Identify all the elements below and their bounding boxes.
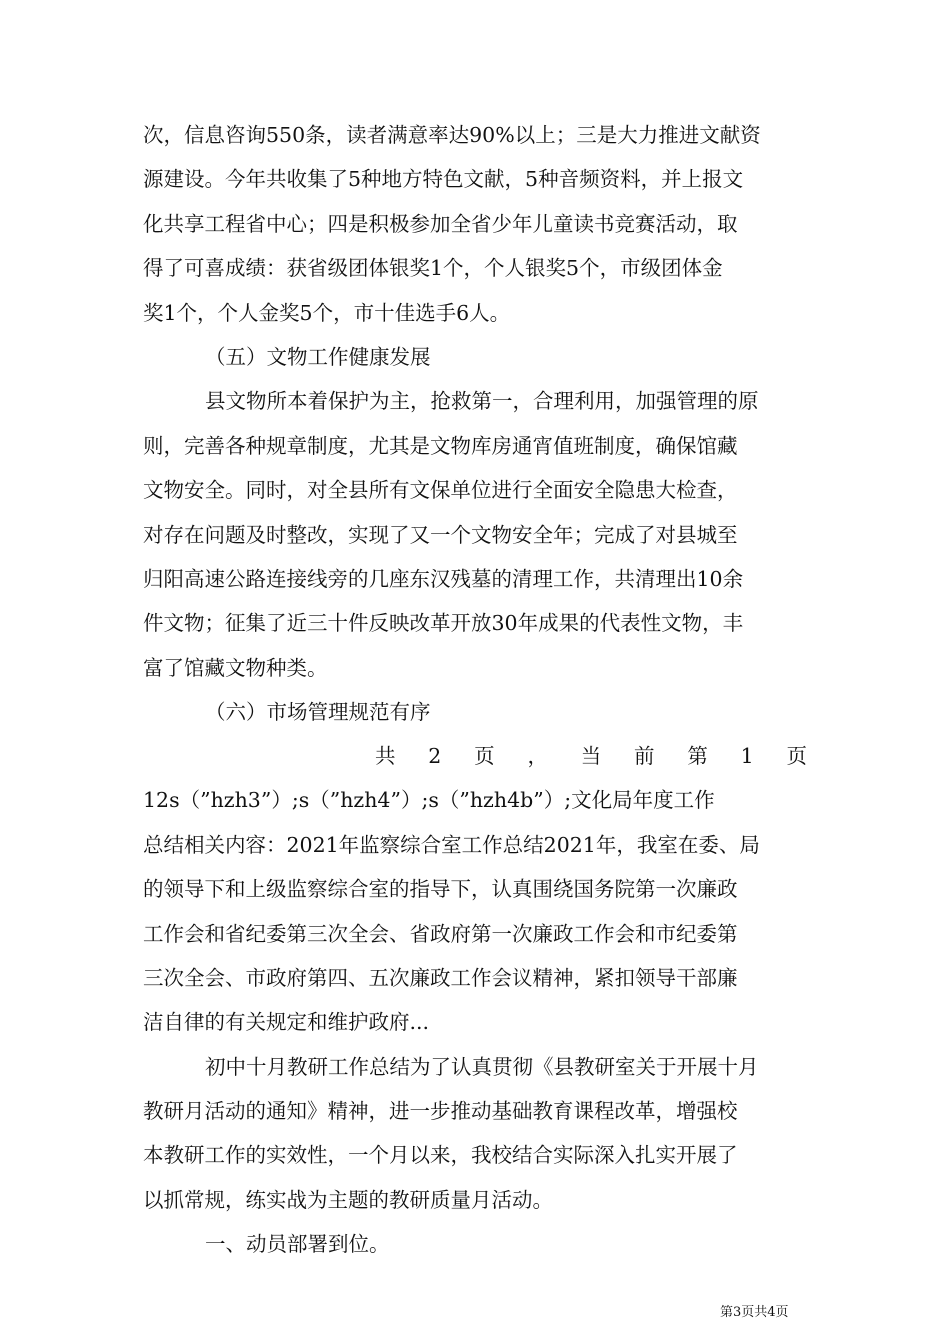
text-line: 洁自律的有关规定和维护政府... — [143, 1010, 430, 1034]
page-counter-token: 前 — [634, 744, 655, 768]
page-counter-token: 页 — [786, 744, 807, 768]
text-line: 三次全会、市政府第四、五次廉政工作会议精神，紧扣领导干部廉 — [143, 966, 738, 990]
text-line: 源建设。今年共收集了5种地方特色文献，5种音频资料，并上报文 — [143, 167, 744, 191]
text-line: 化共享工程省中心；四是积极参加全省少年儿童读书竞赛活动，取 — [143, 212, 738, 236]
text-line: 县文物所本着保护为主，抢救第一，合理利用，加强管理的原 — [205, 389, 759, 413]
text-line: 次，信息咨询550条，读者满意率达90%以上；三是大力推进文献资 — [143, 123, 761, 147]
page-counter-token: 2 — [428, 744, 442, 768]
text-line: 总结相关内容：2021年监察综合室工作总结2021年，我室在委、局 — [143, 833, 760, 857]
text-line: 12s（”hzh3”）;s（”hzh4”）;s（”hzh4b”）;文化局年度工作 — [143, 788, 715, 812]
page-counter-token: 当 — [580, 744, 602, 768]
page-counter-token: 第 — [687, 744, 708, 768]
page-counter-token: 1 — [740, 744, 754, 768]
text-line: 则，完善各种规章制度，尤其是文物库房通宵值班制度，确保馆藏 — [143, 434, 738, 458]
section-heading: 一、动员部署到位。 — [205, 1232, 390, 1256]
text-line: 的领导下和上级监察综合室的指导下，认真围绕国务院第一次廉政 — [143, 877, 738, 901]
text-line: 以抓常规，练实战为主题的教研质量月活动。 — [143, 1188, 553, 1212]
page-counter-line — [375, 742, 807, 770]
text-line: 初中十月教研工作总结为了认真贯彻《县教研室关于开展十月 — [205, 1055, 759, 1079]
page-counter-token: 共 — [375, 744, 396, 768]
text-line: 本教研工作的实效性，一个月以来，我校结合实际深入扎实开展了 — [143, 1143, 738, 1167]
text-line: 教研月活动的通知》精神，进一步推动基础教育课程改革，增强校 — [143, 1099, 738, 1123]
text-line: 工作会和省纪委第三次全会、省政府第一次廉政工作会和市纪委第 — [143, 922, 738, 946]
text-line: 件文物；征集了近三十件反映改革开放30年成果的代表性文物，丰 — [143, 611, 744, 635]
text-line: 得了可喜成绩：获省级团体银奖1个，个人银奖5个，市级团体金 — [143, 256, 723, 280]
text-line: 归阳高速公路连接线旁的几座东汉残墓的清理工作，共清理出10余 — [143, 567, 744, 591]
text-line: 奖1个，个人金奖5个，市十佳选手6人。 — [143, 301, 511, 325]
section-heading: （五）文物工作健康发展 — [205, 345, 431, 369]
text-line: 富了馆藏文物种类。 — [143, 656, 328, 680]
page-footer: 第3页共4页 — [720, 1305, 789, 1320]
section-heading: （六）市场管理规范有序 — [205, 700, 431, 724]
text-line: 对存在问题及时整改，实现了又一个文物安全年；完成了对县城至 — [143, 523, 738, 547]
text-line: 文物安全。同时，对全县所有文保单位进行全面安全隐患大检查， — [143, 478, 738, 502]
page-counter-token: 页 — [474, 744, 495, 768]
page-counter-token: ， — [527, 744, 548, 768]
